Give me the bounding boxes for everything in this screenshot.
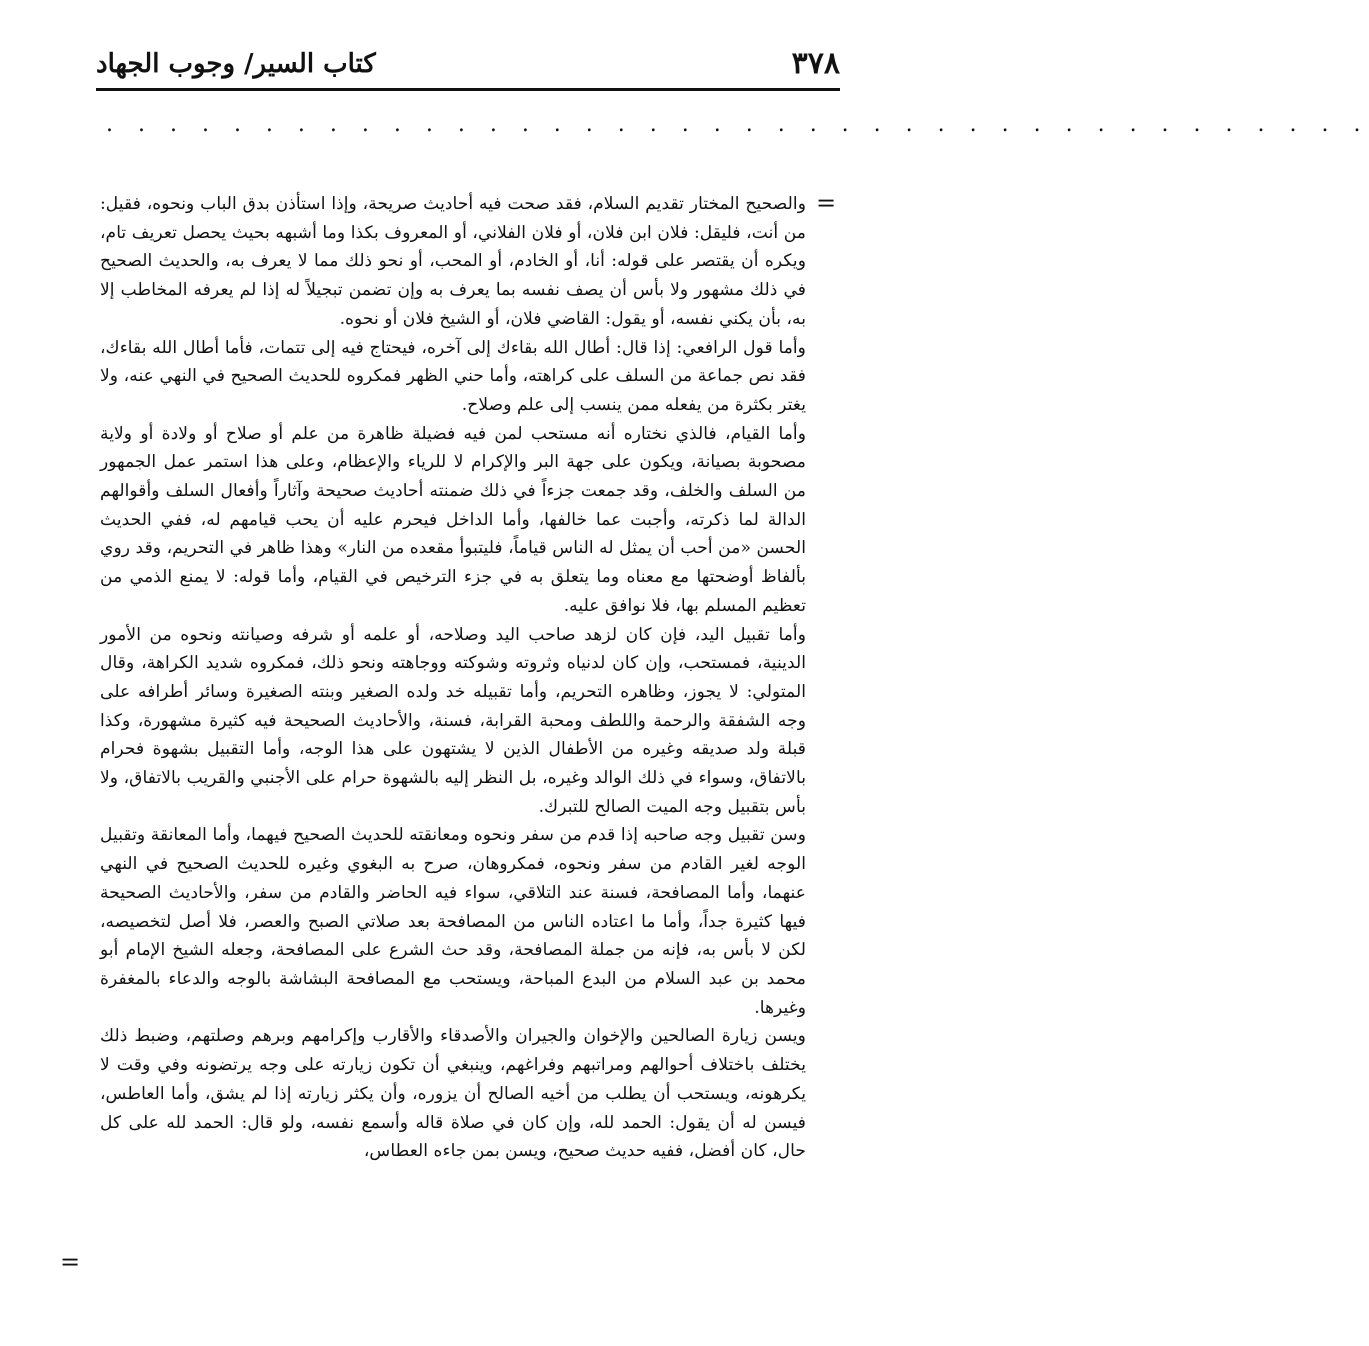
paragraph-rafii-saying: وأما قول الرافعي: إذا قال: أطال الله بقاءك إلى آخره، فيحتاج فيه إلى تتمات، فأما أطال الله بقاءك، فقد نص جماعة من السلف على كراهته، وأما حني الظهر فمكروه للحديث الصحيح في النهي عنه، ولا يغتر بكثرة من يفعله ممن ينسب إلى علم وصلاح.	[100, 337, 806, 415]
paragraph-visiting-and-sneezing: ويسن زيارة الصالحين والإخوان والجيران والأصدقاء والأقارب وإكرامهم وبرهم وصلتهم، وضبط ذلك يختلف باختلاف أحوالهم ومراتبهم وفراغهم، وينبغي أن تكون زيارته على وجه يرتضونه وفي وقت لا يكرهونه، ويستحب أن يطلب من أخيه الصالح أن يزوره، وأن يكثر زيارته إذا لم يشق، وأما العاطس، فيسن له أن يقول: الحمد لله، وإن كان في صلاة قاله وأسمع نفسه، ولو قال: الحمد لله على كل حال، كان أفضل، ففيه حديث صحيح، ويسن بمن جاءه العطاس،	[100, 1026, 806, 1162]
continuation-mark-start: =	[816, 189, 837, 217]
continuation-mark-end: =	[60, 1248, 81, 1276]
paragraph-standing: وأما القيام، فالذي نختاره أنه مستحب لمن فيه فضيلة ظاهرة من علم أو صلاح أو ولادة أو ولاية مصحوبة بصيانة، ويكون على جهة البر والإكرام لا للرياء والإعظام، وعلى هذا استمر عمل الجمهور من السلف والخلف، وقد جمعت جزءاً في ذلك ضمنته أحاديث صحيحة وآثاراً وأفعال السلف وأقوالهم الدالة لما ذكرته، وأجبت عما خالفها، وأما الداخل فيحرم عليه أن يحب قيامهم له، ففي الحديث الحسن «من أحب أن يمثل له الناس قياماً، فليتبوأ مقعده من النار» وهذا ظاهر في التحريم، وقد روي بألفاظ أوضحتها مع معناه وما يتعلق به في جزء الترخيص في القيام، وأما قوله: لا يمنع الذمي من تعظيم المسلم بها، فلا نوافق عليه.	[100, 423, 806, 616]
running-head	[96, 34, 840, 84]
paragraph-embrace-and-handshake: وسن تقبيل وجه صاحبه إذا قدم من سفر ونحوه ومعانقته للحديث الصحيح فيهما، وأما المعانقة وتقبيل الوجه لغير القادم من سفر ونحوه، فمكروهان، صرح به البغوي وغيره للحديث الصحيح في النهي عنهما، وأما المصافحة، فسنة عند التلاقي، سواء فيه الحاضر والقادم من سفر، والأحاديث الصحيحة فيها كثيرة جداً، وأما ما اعتاده الناس من المصافحة بعد صلاتي الصبح والعصر، فلا أصل لتخصيصه، لكن لا بأس به، فإنه من جملة المصافحة، وقد حث الشرع على المصافحة، وجعله الشيخ الإمام أبو محمد بن عبد السلام من البدع المباحة، ويستحب مع المصافحة البشاشة بالوجه والدعاء بالمغفرة وغيرها.	[100, 825, 806, 1018]
page-number: ٣٧٨	[791, 46, 840, 81]
paragraph-kissing-hand: وأما تقبيل اليد، فإن كان لزهد صاحب اليد وصلاحه، أو علمه أو شرفه وصيانته ونحوه من الأمور الدينية، فمستحب، وإن كان لدنياه وثروته وشوكته ووجاهته ونحو ذلك، فمكروه شديد الكراهة، وقال المتولي: لا يجوز، وظاهره التحريم، وأما تقبيله خد ولده الصغير وبنته الصغيرة وسائر أطرافه على وجه الشفقة والرحمة واللطف ومحبة القرابة، فسنة، والأحاديث الصحيحة فيه كثيرة مشهورة، وكذا قبلة ولد صديقه وغيره من الأطفال الذين لا يشتهون على هذا الوجه، وأما التقبيل بشهوة فحرام بالاتفاق، وسواء في ذلك الوالد وغيره، بل النظر إليه بالشهوة حرام على الأجنبي والقريب بالاتفاق، ولا بأس بتقبيل وجه الميت الصالح للتبرك.	[100, 624, 806, 817]
footnote-body	[100, 190, 806, 1166]
header-rule	[96, 88, 840, 91]
dot-leader: . . . . . . . . . . . . . . . . . . . . . . . . . . . . . . . . . . . . . . . .	[106, 112, 1369, 137]
paragraph-greeting-and-permission: والصحيح المختار تقديم السلام، فقد صحت فيه أحاديث صريحة، وإذا استأذن بدق الباب ونحوه، فقيل: من أنت، فليقل: فلان ابن فلان، أو فلان الفلاني، أو المعروف بكذا وما أشبهه بحيث يحصل تعريف تام، ويكره أن يقتصر على قوله: أنا، أو الخادم، أو المحب، أو نحو ذلك مما لا يعرف به، والحديث الصحيح في ذلك مشهور ولا بأس أن يصف نفسه بما يعرف به وإن تضمن تبجيلاً له إذا لم يعرفه المخاطب إلا به، بأن يكني نفسه، أو يقول: القاضي فلان، أو الشيخ فلان أو نحوه.	[100, 194, 806, 329]
running-title: كتاب السير/ وجوب الجهاد	[96, 49, 376, 79]
